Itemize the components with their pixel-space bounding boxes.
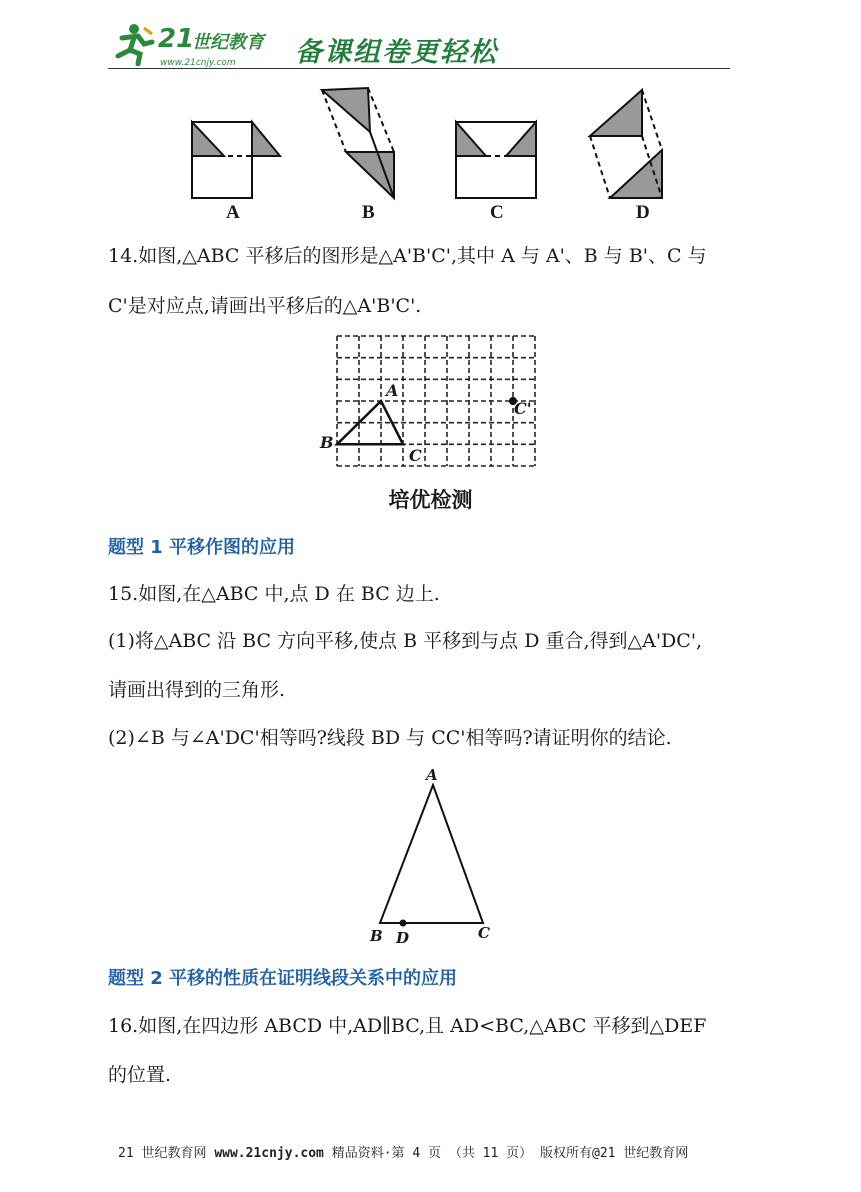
dashed-grid (337, 336, 535, 466)
footer-site-name: 21 世纪教育网 (118, 1146, 207, 1161)
option-d-label: D (636, 202, 650, 223)
type1-heading: 题型 1 平移作图的应用 (108, 537, 296, 558)
option-c-drawing (456, 122, 536, 198)
grid-label-c-prime: C' (514, 399, 532, 418)
q15-line2: (1)将△ABC 沿 BC 方向平移,使点 B 平移到与点 D 重合,得到△A'DC', (108, 630, 703, 652)
footer-material: 精品资料·第 4 页 （共 11 页） (331, 1146, 533, 1161)
grid-label-b: B (320, 433, 334, 452)
header (100, 18, 730, 70)
grid-figure (315, 328, 545, 473)
type2-heading: 题型 2 平移的性质在证明线段关系中的应用 (108, 968, 458, 989)
tri-label-b: B (370, 927, 383, 945)
q15-line1: 15.如图,在△ABC 中,点 D 在 BC 边上. (108, 583, 440, 605)
runner-logo-icon (108, 22, 156, 66)
logo-number: 21 (158, 24, 195, 54)
q16-line1: 16.如图,在四边形 ABCD 中,AD∥BC,且 AD<BC,△ABC 平移到△DEF (108, 1015, 707, 1037)
grid-label-a: A (386, 381, 399, 400)
q14-line2: C'是对应点,请画出平移后的△A'B'C'. (108, 295, 422, 317)
option-d-drawing (590, 90, 662, 198)
section-title: 培优检测 (388, 488, 473, 512)
tri-label-a: A (426, 766, 438, 784)
option-b-drawing (322, 88, 394, 198)
q14-line1: 14.如图,△ABC 平移后的图形是△A'B'C',其中 A 与 A'、B 与 B'、C 与 (108, 245, 707, 267)
point-d (400, 920, 407, 927)
triangle-figure (360, 770, 500, 945)
option-a-drawing (192, 122, 280, 198)
option-b-label: B (362, 202, 375, 223)
q15-line4: (2)∠B 与∠A'DC'相等吗?线段 BD 与 CC'相等吗?请证明你的结论. (108, 727, 672, 749)
footer-copyright: 版权所有@21 世纪教育网 (540, 1146, 689, 1161)
tri-label-c: C (478, 924, 490, 942)
q15-line3: 请画出得到的三角形. (108, 679, 286, 701)
footer (118, 1142, 688, 1161)
footer-site-url[interactable]: www.21cnjy.com (214, 1146, 324, 1161)
header-slogan: 备课组卷更轻松 (295, 37, 498, 68)
option-c-label: C (490, 202, 504, 223)
option-a-label: A (226, 202, 240, 223)
grid-label-c: C (409, 446, 422, 465)
triangle-abc-large (380, 785, 483, 923)
logo-url: www.21cnjy.com (160, 58, 236, 68)
header-divider (108, 68, 730, 69)
tri-label-d: D (396, 929, 410, 947)
logo-text: 世纪教育 (192, 32, 264, 53)
options-figure (180, 80, 680, 230)
q16-line2: 的位置. (108, 1064, 172, 1086)
